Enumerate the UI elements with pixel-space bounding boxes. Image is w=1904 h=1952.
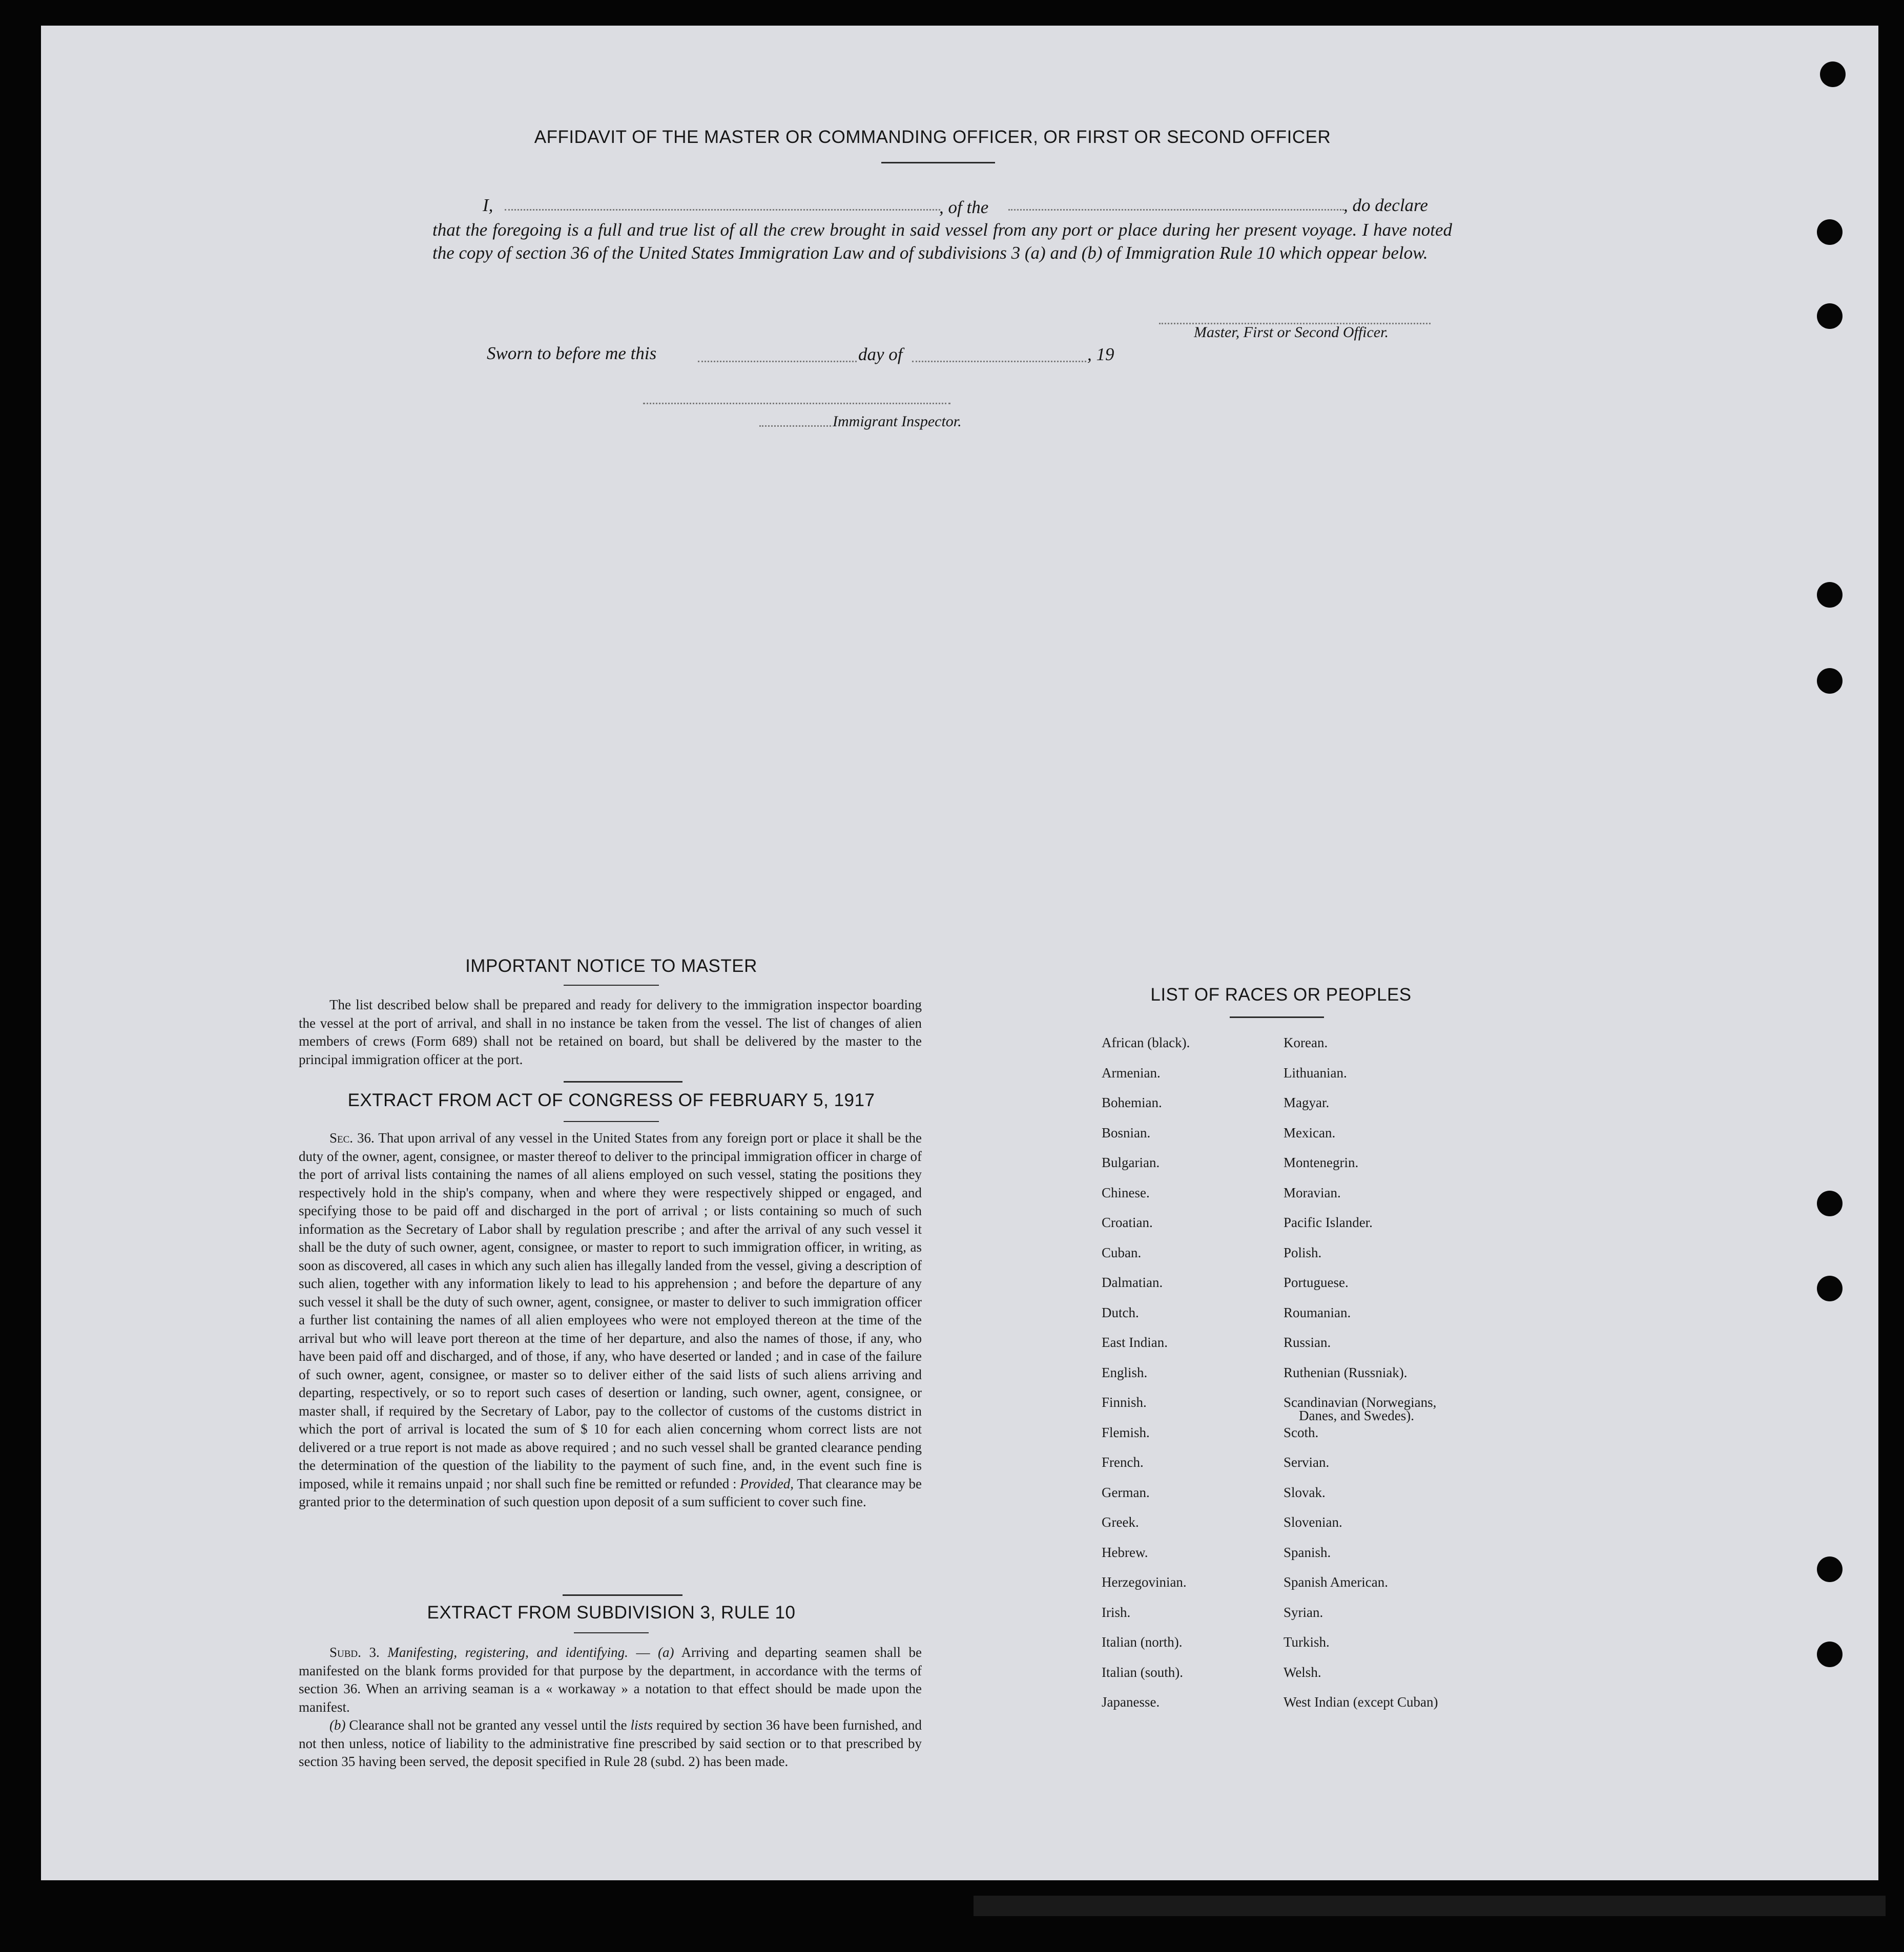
race-left-6: Chinese.	[1102, 1185, 1150, 1200]
divider	[563, 1594, 682, 1596]
race-right-3: Magyar.	[1284, 1095, 1330, 1110]
binder-hole	[1820, 61, 1846, 87]
race-left-3: Bohemian.	[1102, 1095, 1162, 1110]
binder-hole	[1817, 1191, 1843, 1216]
race-left-21: Italian (north).	[1102, 1634, 1183, 1650]
master-label: Master, First or Second Officer.	[1194, 324, 1389, 341]
race-left-1: African (black).	[1102, 1035, 1190, 1050]
vessel-field[interactable]	[1008, 209, 1344, 211]
inspector-label: Immigrant Inspector.	[833, 413, 962, 430]
race-right-11: Russian.	[1284, 1335, 1331, 1350]
para-b-lists: lists	[630, 1717, 653, 1733]
race-left-5: Bulgarian.	[1102, 1155, 1160, 1170]
act-text-1: That upon arrival of any vessel in the United States from any foreign port or place it shall be the duty of the owner, agent, consignee, or master thereof to deliver to the principal immigration officer in charge of the port of arrival lists containing the names of all aliens employed on such vessel, stating the positions they respectively hold in the ship's company, when and where they were respectively shipped or engaged, and specifying those to be paid off and discharged in the port of arrival ; or lists containing so much of such information as the Secretary of Labor shall by regulation prescribe ; and after the arrival of any such vessel it shall be the duty of such owner, agent, consignee, or master to report to such immigration officer, in writing, as soon as discovered, all cases in which any such alien has illegally landed from the vessel, giving a description of such alien, together with any information likely to lead to his apprehension ; and before the departure of any such vessel it shall be the duty of such owner, agent, consignee, or master to deliver to such immigration officer a further list containing the names of all alien employees who were not employed thereon at the time of the arrival but who will leave port thereon at the time of her departure, and also the names of those, if any, who have been paid off and discharged, and of those, if any, who have deserted or landed ; and in case of the failure of such owner, agent, consignee, or master so to deliver either of the said lists of such aliens arriving and departing, respectively, or so to report such cases of desertion or landing, such owner, agent, consignee, or master shall, if required by the Secretary of Labor, pay to the collector of customs of the customs district in which the port of arrival is located the sum of $ 10 for each alien concerning whom correct lists are not delivered or a true report is not made as above required ; and no such vessel shall be granted clearance pending the determination of the question of the liability to the payment of such fine, and, in the event such fine is imposed, while it remains unpaid ; nor shall such fine be remitted or refunded :	[299, 1130, 922, 1491]
notice-underline	[564, 985, 659, 986]
race-right-17: Slovenian.	[1284, 1514, 1342, 1530]
divider	[564, 1081, 682, 1083]
race-right-8: Polish.	[1284, 1244, 1322, 1260]
race-left-14: Flemish.	[1102, 1424, 1150, 1440]
affidavit-body: that the foregoing is a full and true list of all the crew brought in said vessel from any port or place during her present voyage. I have noted the copy of section 36 of the United States Immigration Law and of subdivisions 3 (a) and (b) of Immigration Rule 10 which oppear below.	[432, 220, 1452, 263]
race-right-2: Lithuanian.	[1284, 1065, 1347, 1081]
para-b-text-2: required by section 36 have been furnished, and not then unless, notice of liability to the administrative fine prescribed by said section or to that prescribed by section 35 having been served, the deposit specified in Rule 28 (subd. 2) has been made.	[299, 1717, 922, 1769]
race-left-7: Croatian.	[1102, 1215, 1153, 1230]
subd-heading: Manifesting, registering, and identifying.	[387, 1645, 628, 1660]
race-left-11: East Indian.	[1102, 1335, 1168, 1350]
races-title: LIST OF RACES OR PEOPLES	[1150, 985, 1412, 1005]
act-text-2: That clearance may be granted prior to the determination of such question upon deposit of a sum sufficient to cover such fine.	[299, 1476, 922, 1509]
race-right-22: Welsh.	[1284, 1664, 1321, 1680]
notice-body	[299, 996, 922, 1069]
binder-hole	[1817, 1276, 1843, 1301]
race-right-21: Turkish.	[1284, 1634, 1330, 1650]
rule-para-b	[299, 1716, 922, 1771]
sworn-label: Sworn to before me this	[487, 343, 657, 363]
rule-title: EXTRACT FROM SUBDIVISION 3, RULE 10	[427, 1603, 796, 1623]
sec-label: Sec. 36.	[329, 1130, 375, 1146]
race-left-20: Irish.	[1102, 1604, 1131, 1620]
race-right-5: Montenegrin.	[1284, 1155, 1359, 1170]
binder-hole	[1817, 303, 1843, 329]
race-left-2: Armenian.	[1102, 1065, 1161, 1081]
race-left-9: Dalmatian.	[1102, 1275, 1163, 1290]
affidavit-of-the: , of the	[939, 197, 989, 217]
para-b-text-1: Clearance shall not be granted any vessel until the	[349, 1717, 627, 1733]
race-left-4: Bosnian.	[1102, 1125, 1151, 1140]
race-right-20: Syrian.	[1284, 1604, 1323, 1620]
notice-text: The list described below shall be prepared and ready for delivery to the immigration inspector boarding the vessel at the port of arrival, and shall in no instance be taken from the vessel. The list of changes of alien members of crews (Form 689) shall not be retained on board, but shall be delivered by the master to the principal immigration officer at the port.	[299, 997, 922, 1067]
race-right-6: Moravian.	[1284, 1185, 1341, 1200]
race-left-8: Cuban.	[1102, 1244, 1142, 1260]
race-right-1: Korean.	[1284, 1035, 1328, 1050]
affidavit-i: I,	[483, 195, 493, 215]
race-left-17: Greek.	[1102, 1514, 1139, 1530]
binder-hole	[1817, 1556, 1843, 1582]
race-left-15: French.	[1102, 1455, 1144, 1470]
form-page	[41, 26, 1878, 1880]
binder-hole	[1817, 1642, 1843, 1667]
para-a-label: (a)	[658, 1645, 674, 1660]
race-right-16: Slovak.	[1284, 1484, 1326, 1500]
day-of-label: day of	[858, 344, 903, 364]
race-right-13: Scandinavian (Norwegians,	[1284, 1395, 1437, 1410]
name-field[interactable]	[505, 209, 940, 211]
act-title: EXTRACT FROM ACT OF CONGRESS OF FEBRUARY 5, 1917	[347, 1090, 875, 1110]
race-right-9: Portuguese.	[1284, 1275, 1349, 1290]
race-right-14: Scoth.	[1284, 1424, 1319, 1440]
race-right-13-cont: Danes, and Swedes).	[1299, 1408, 1414, 1423]
year-label: , 19	[1087, 344, 1114, 364]
rule-para-a: Subd. 3. Manifesting, registering, and identifying. — (a) Arriving and departing seamen shall be manifested on the blank forms provided for that purpose by the department, in accordance with the terms of section 36. When an arriving seaman is a « workaway » a notation to that effect should be made upon the manifest.	[299, 1645, 922, 1715]
race-right-12: Ruthenian (Russniak).	[1284, 1364, 1408, 1380]
race-left-16: German.	[1102, 1484, 1150, 1500]
act-underline	[564, 1121, 659, 1122]
rule-underline	[574, 1632, 649, 1633]
race-left-18: Hebrew.	[1102, 1544, 1148, 1560]
race-left-13: Finnish.	[1102, 1395, 1147, 1410]
inspector-signature-field[interactable]	[643, 403, 950, 404]
affidavit-declare: , do declare	[1343, 195, 1428, 215]
race-left-23: Japanesse.	[1102, 1694, 1160, 1710]
month-field[interactable]	[912, 361, 1086, 362]
subd-label: Subd. 3.	[329, 1645, 380, 1660]
race-right-10: Roumanian.	[1284, 1304, 1351, 1320]
races-underline	[1230, 1016, 1324, 1018]
race-right-4: Mexican.	[1284, 1125, 1336, 1140]
race-left-22: Italian (south).	[1102, 1664, 1183, 1680]
race-left-19: Herzegovinian.	[1102, 1574, 1187, 1590]
race-right-18: Spanish.	[1284, 1544, 1331, 1560]
para-b-label: (b)	[329, 1717, 346, 1733]
race-right-19: Spanish American.	[1284, 1574, 1388, 1590]
act-body	[299, 1129, 922, 1511]
inspector-signature-field-2[interactable]	[759, 425, 831, 427]
para-a-text: Arriving and departing seamen shall be manifested on the blank forms provided for that purpose by the department, in accordance with the terms of section 36. When an arriving seaman is a « workaway » a notation to that effect should be made upon the manifest.	[299, 1645, 922, 1715]
race-right-15: Servian.	[1284, 1455, 1330, 1470]
day-field[interactable]	[698, 361, 857, 362]
race-left-10: Dutch.	[1102, 1304, 1139, 1320]
page-bottom-edge	[974, 1896, 1886, 1916]
title-underline	[881, 162, 995, 163]
notice-title: IMPORTANT NOTICE TO MASTER	[465, 956, 757, 976]
binder-hole	[1817, 668, 1843, 694]
binder-hole	[1817, 219, 1843, 245]
race-right-7: Pacific Islander.	[1284, 1215, 1373, 1230]
race-right-23: West Indian (except Cuban)	[1284, 1694, 1438, 1710]
affidavit-title: AFFIDAVIT OF THE MASTER OR COMMANDING OFFICER, OR FIRST OR SECOND OFFICER	[534, 127, 1331, 147]
binder-hole	[1817, 582, 1843, 608]
provided-label: Provided,	[740, 1476, 794, 1491]
race-left-12: English.	[1102, 1364, 1148, 1380]
